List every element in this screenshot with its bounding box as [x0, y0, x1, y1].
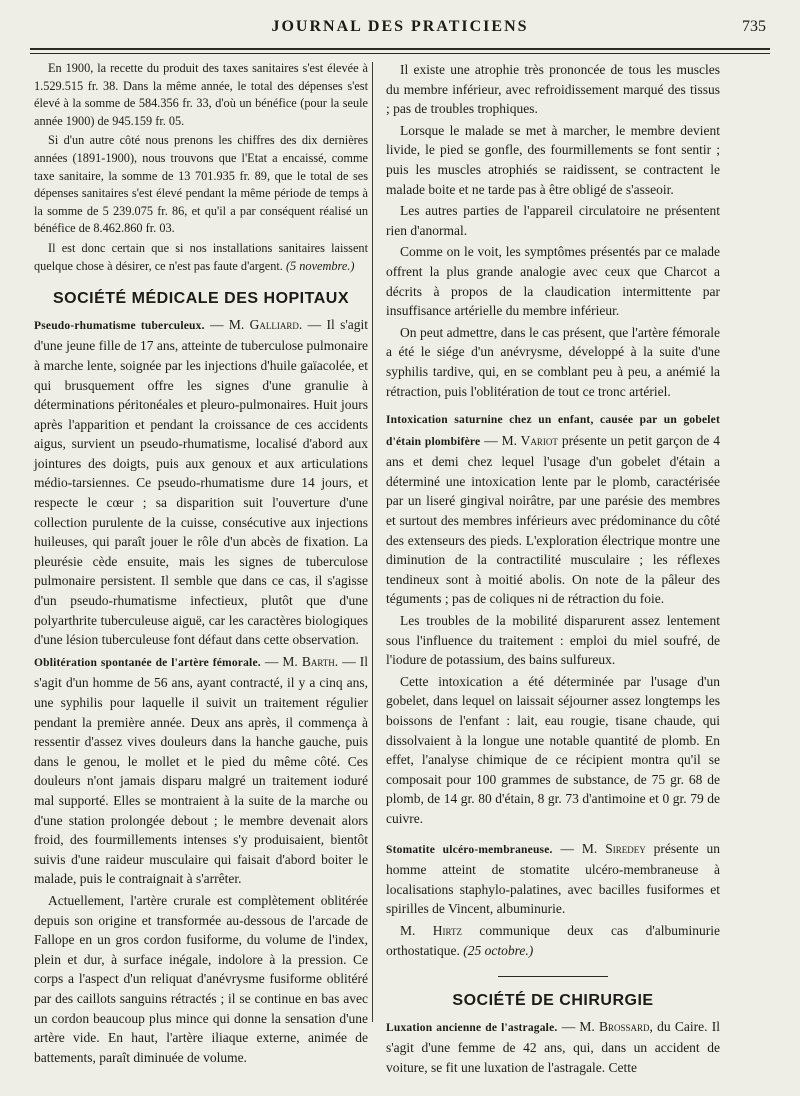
- article: [34, 315, 368, 650]
- paragraph: Les troubles de la mobilité disparurent assez lentement sous l'influence du traitement : emploi du miel soufré, de l'iodure de potassium, des bains sulfureux.: [386, 613, 720, 668]
- paragraph: Lorsque le malade se met à marcher, le membre devient livide, le pied se gonfle, des fourmillements se font sentir ; puis les muscles atrophiés se raidissent, se contractent le malade boite et ne tarde pas à être obligé de s'asseoir.: [386, 122, 720, 197]
- paragraph: Si d'un autre côté nous prenons les chiffres des dix dernières années (1891-1900), nous trouvons que l'Etat a encaissé, comme taxe sanitaire, la somme de 13 701.935 fr. 89, que le total de ses dépenses sanitaires s'est élevé pendant la même période de temps à la somme de 5 239.075 fr. 86, et qu'il a par conséquent réalisé un bénéfice de 8.462.860 fr. 03.: [34, 133, 368, 236]
- date-note: (5 novembre.): [285, 258, 355, 273]
- paragraph: En 1900, la recette du produit des taxes sanitaires s'est élevée à 1.529.515 fr. 38. Dans la même année, le total des dépenses s'est élevé à la somme de 584.356 fr. 33, d'où un bénéfice (pour la seule année 1900) de 945.159 fr. 05.: [34, 61, 368, 128]
- running-header: [30, 14, 770, 50]
- paragraph: Il existe une atrophie très prononcée de tous les muscles du membre inférieur, avec refroidissement marqué des tissus ; pas de troubles trophiques.: [386, 62, 720, 117]
- article: [386, 839, 720, 919]
- date-note: (25 octobre.): [463, 942, 534, 958]
- paragraph-text: Il est donc certain que si nos installations sanitaires laissent quelque chose à désirer, ce n'est pas faute d'argent.: [34, 240, 368, 273]
- column-divider: [372, 62, 373, 1022]
- paragraph: Actuellement, l'artère crurale est complètement oblitérée depuis son origine et transformée au-dessous de l'arcade de Fallope en un gros cordon fusiforme, du volume de l'index, plein et dur, à surface inégale, indolore à la pression. Ce corps a l'aspect d'un reliquat d'anévrysme fusiforme oblitéré par des caillots sanguins rétractés ; il se continue en bas avec un cordon beaucoup plus mince qui donne la sensation d'une artère vide. En haut, l'artère iliaque externe, animée de battements, paraît diminuée de volume.: [34, 892, 368, 1065]
- article-title: Pseudo-rhumatisme tuberculeux.: [34, 319, 205, 332]
- header-rule: [30, 53, 770, 54]
- paragraph: On peut admettre, dans le cas présent, que l'artère fémorale a été le siége d'un anévrysme, développé à la suite d'une syphilis tardive, qui, en se comblant peu à peu, a anémié la rétraction, puis l'oblitération de tout ce tronc artériel.: [386, 324, 720, 399]
- section-heading: SOCIÉTÉ MÉDICALE DES HOPITAUX: [52, 290, 349, 308]
- page-number: 735: [742, 18, 766, 35]
- article-author: M. Hirtz: [400, 922, 462, 938]
- article: [386, 921, 720, 960]
- article-author: — M. Galliard. —: [210, 316, 322, 332]
- article-title: Luxation ancienne de l'astragale.: [386, 1021, 558, 1034]
- article-author: — M. Barth.: [264, 653, 339, 669]
- paragraph: Les autres parties de l'appareil circulatoire ne présentent rien d'anormal.: [386, 203, 720, 238]
- article: [386, 409, 720, 609]
- article-body: Il s'agit d'une jeune fille de 17 ans, atteinte de tuberculose pulmonaire à marche lente, soignée par les injections d'huile gaïacolée, et qui brusquement offre les signes d'une granulie à déterminations péritonéales et pleuro-pulmonaires. Huit jours après l'apparition et pendant la croissance de ces accidents aigus, survient un pseudo-rhumatisme, localisé d'abord aux jointures des doigts, puis aux genoux et aux articulations médio-tarsiennes. Ce pseudo-rhumatisme dure 14 jours, et respecte le cœur ; sa disparition suit l'ouverture d'une collection purulente de la cuisse, consécutive aux injections huileuses, qui paraît jouer le rôle d'un abcès de fixation. La pleurésie cède ensuite, mais les signes de tuberculose pulmonaire persistent. Il semble que dans ce cas, il s'agisse d'un pseudo-rhumatisme infectieux, plutôt que d'une polyarthrite tuberculeuse aiguë, car les caractères biologiques d'une lésion tuberculeuse font défaut dans cette observation.: [34, 316, 368, 648]
- article-body: du Caire. Il s'agit d'une femme de 42 ans, qui, dans un accident de voiture, se fit une luxation de l'astragale. Cette: [386, 1018, 720, 1075]
- paragraph: Comme on le voit, les symptômes présentés par ce malade offrent la plus grande analogie avec ceux que Charcot a décrits à propos de la claudication intermittente par insuffisance artérielle du membre inférieur.: [386, 244, 720, 319]
- article-title: Stomatite ulcéro-membraneuse.: [386, 843, 553, 856]
- journal-title: JOURNAL DES PRATICIENS: [271, 18, 529, 35]
- article-body: communique deux cas d'albuminurie orthostatique.: [386, 922, 720, 958]
- article-body: présente un homme atteint de stomatite ulcéro-membraneuse à localisations staphylo-palatines, avec bacilles fusiformes et spirilles de Vincent, albuminurie.: [386, 840, 721, 917]
- article: [386, 1017, 720, 1078]
- article-body: présente un petit garçon de 4 ans et demi chez lequel l'usage d'un gobelet d'étain a déterminé une intoxication lente par le plomb, caractérisée par un liseré gingival noirâtre, par une parésie des membres et surtout des membres inférieurs avec prédominance du côté des extenseurs des pieds. L'exploration électrique montre une diminution de la contractilité musculaire ; les réflexes tendineux sont à moitié abolis. On note de la pâleur des téguments ; pas de coliques ni de rétraction du foie.: [386, 432, 720, 607]
- article-author: — M. Brossard,: [561, 1018, 653, 1034]
- article-author: — M. Siredey: [560, 840, 646, 856]
- section-rule: [498, 976, 608, 977]
- paragraph: Cette intoxication a été déterminée par l'usage d'un gobelet, dans lequel on laissait séjourner assez longtemps les boissons de l'enfant : lait, eau rougie, tisane chaude, qui dissolvaient à la longue une notable quantité de plomb. En effet, l'analyse chimique de ce récipient montra qu'il se composait pour 100 grammes de substance, de 75 gr. 68 de plomb, de 14 gr. 80 d'étain, 8 gr. 73 d'antimoine et 0 gr. 79 de cuivre.: [386, 673, 720, 826]
- paragraph: [34, 240, 368, 275]
- article-title: Oblitération spontanée de l'artère fémorale.: [34, 656, 261, 669]
- section-heading: SOCIÉTÉ DE CHIRURGIE: [452, 992, 654, 1010]
- article-author: — M. Variot: [484, 432, 558, 448]
- right-column: [386, 60, 720, 1078]
- article: [34, 652, 368, 889]
- article-body: — Il s'agit d'un homme de 56 ans, ayant contracté, il y a cinq ans, une syphilis pour laquelle il suivit un traitement régulier pendant la première année. Deux ans après, il commença à ressentir d'assez vives douleurs dans la hanche gauche, puis dans le genou, le mollet et le pied du même côté. Ces douleurs n'ont jamais disparu malgré un traitement ioduré mal supporté. Elles se montraient à la suite de la marche ou d'une station prolongée debout ; le membre devenait alors froid, des fourmillements intenses s'y produisaient, bientôt suivis d'une raideur musculaire qui faisait d'abord boiter le malade, puis le contraignait à s'arrêter.: [34, 653, 369, 887]
- article-title: Intoxication saturnine chez un enfant, causée par un gobelet d'étain plombifère: [386, 414, 720, 448]
- left-column: [34, 60, 368, 1067]
- spacer: [386, 829, 720, 839]
